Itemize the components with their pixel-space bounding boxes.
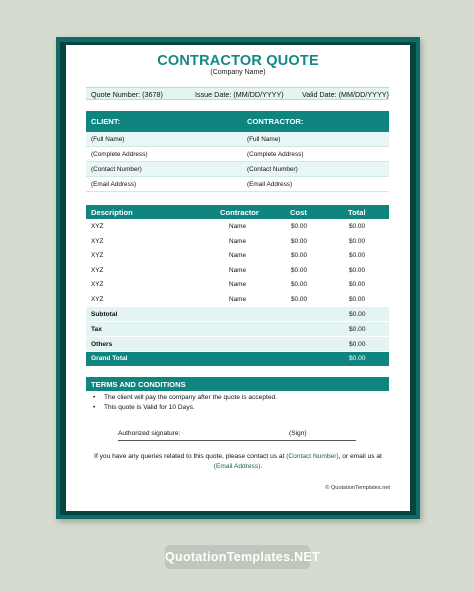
item-total: $0.00: [349, 266, 365, 274]
contact-text-end: .: [260, 463, 263, 470]
contact-number-link[interactable]: (Contact Number): [286, 453, 339, 460]
contractor-contact-number: (Contact Number): [247, 166, 298, 173]
client-label: CLIENT:: [91, 117, 121, 126]
client-address: (Complete Address): [91, 151, 148, 158]
tax-row: [86, 322, 389, 337]
company-name: (Company Name): [210, 69, 266, 76]
item-cost: $0.00: [291, 281, 307, 288]
contractor-label: CONTRACTOR:: [247, 117, 304, 126]
terms-item: • The client will pay the company after the quote is accepted.: [104, 394, 277, 401]
item-cost: $0.00: [291, 223, 307, 230]
item-cost: $0.00: [291, 252, 307, 259]
email-link[interactable]: (Email Address): [213, 463, 261, 470]
contact-text-middle: , or email us at: [338, 453, 382, 460]
contractor-email: (Email Address): [247, 181, 293, 188]
table-row: [86, 234, 389, 248]
item-contractor: Name: [229, 266, 247, 274]
contact-text-before: If you have any queries related to this quote, please contact us at: [94, 453, 285, 460]
item-description: XYZ: [91, 237, 104, 245]
client-email: (Email Address): [91, 181, 137, 188]
table-row: [86, 263, 389, 277]
item-total: $0.00: [349, 223, 365, 230]
item-total: $0.00: [349, 295, 365, 303]
signature-placeholder: (Sign): [289, 430, 307, 437]
others-label: Others: [91, 341, 113, 348]
table-row: [86, 277, 389, 291]
item-cost: $0.00: [291, 266, 307, 274]
party-row: [86, 162, 389, 177]
column-header-description: Description: [91, 208, 133, 217]
party-row: [86, 132, 389, 147]
contractor-address: (Complete Address): [247, 151, 304, 158]
subtotal-label: Subtotal: [91, 311, 118, 318]
quote-number: Quote Number: (3678): [91, 90, 163, 99]
party-row: [86, 147, 389, 162]
signature-label: Authorized signature:: [118, 430, 181, 437]
item-contractor: Name: [229, 237, 247, 245]
copyright-text: © QuotationTemplates.net: [325, 485, 390, 491]
grand-total-value: $0.00: [349, 355, 366, 362]
parties-header: [86, 111, 389, 132]
table-row: [86, 248, 389, 262]
item-contractor: Name: [229, 223, 247, 230]
others-row: [86, 337, 389, 352]
item-contractor: Name: [229, 281, 247, 288]
items-table-header: [86, 205, 389, 219]
item-cost: $0.00: [291, 295, 307, 303]
issue-date: Issue Date: (MM/DD/YYYY): [195, 90, 284, 99]
document-title: CONTRACTOR QUOTE: [157, 53, 319, 69]
item-total: $0.00: [349, 252, 365, 259]
subtotal-row: [86, 307, 389, 322]
site-badge: QuotationTemplates.NET: [165, 545, 310, 569]
item-description: XYZ: [91, 223, 104, 230]
item-description: XYZ: [91, 266, 104, 274]
item-total: $0.00: [349, 237, 365, 245]
quote-document: [66, 45, 410, 511]
table-row: [86, 292, 389, 306]
client-full-name: (Full Name): [91, 136, 125, 143]
item-description: XYZ: [91, 252, 104, 259]
item-description: XYZ: [91, 295, 104, 303]
subtotal-value: $0.00: [349, 311, 366, 318]
party-row: [86, 177, 389, 192]
terms-header: [86, 377, 389, 391]
client-contact-number: (Contact Number): [91, 166, 142, 173]
valid-date: Valid Date: (MM/DD/YYYY): [302, 90, 389, 99]
table-row: [86, 219, 389, 233]
item-description: XYZ: [91, 281, 104, 288]
item-contractor: Name: [229, 252, 247, 259]
quote-info-bar: [86, 87, 389, 100]
contact-note: [84, 452, 392, 472]
item-cost: $0.00: [291, 237, 307, 245]
tax-label: Tax: [91, 326, 102, 333]
column-header-contractor: Contractor: [220, 208, 259, 217]
item-total: $0.00: [349, 281, 365, 288]
terms-item: • This quote is Valid for 10 Days.: [104, 404, 195, 411]
contractor-full-name: (Full Name): [247, 136, 281, 143]
signature-line[interactable]: [118, 429, 356, 441]
column-header-cost: Cost: [290, 208, 307, 217]
others-value: $0.00: [349, 341, 366, 348]
grand-total-row: [86, 352, 389, 366]
grand-total-label: Grand Total: [91, 355, 128, 362]
column-header-total: Total: [348, 208, 366, 217]
item-contractor: Name: [229, 295, 247, 303]
tax-value: $0.00: [349, 326, 366, 333]
terms-heading: TERMS AND CONDITIONS: [91, 380, 186, 389]
